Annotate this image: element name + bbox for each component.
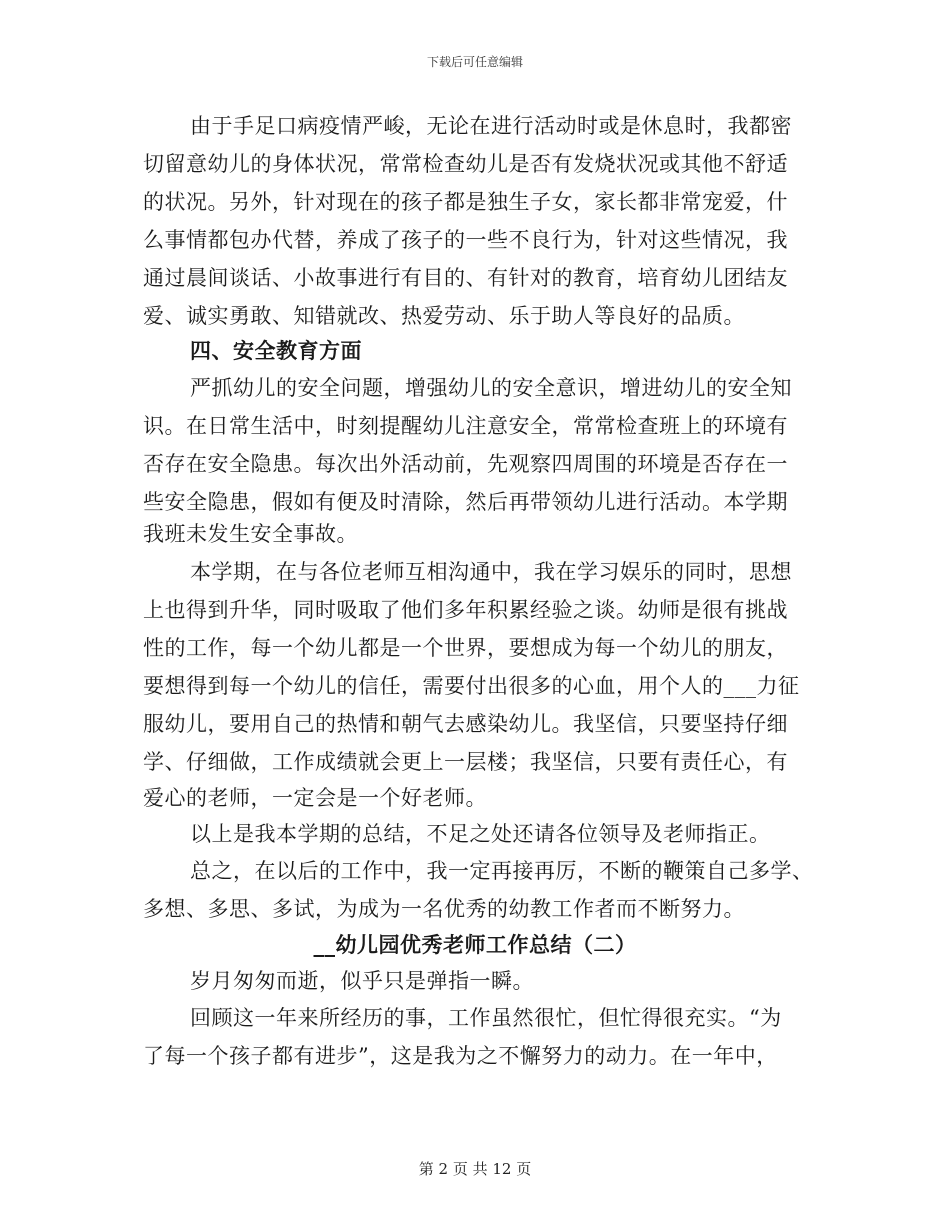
body-line: 严抓幼儿的安全问题，增强幼儿的安全意识，增进幼儿的安全知 — [190, 376, 792, 400]
body-line: 我班未发生安全事故。 — [143, 522, 358, 546]
document-title: __幼儿园优秀老师工作总结（二） — [313, 932, 637, 957]
page-footer: 第 2 页 共 12 页 — [418, 1160, 532, 1178]
body-line: 以上是我本学期的总结，不足之处还请各位领导及老师指正。 — [190, 822, 771, 846]
body-line: 服幼儿，要用自己的热情和朝气去感染幼儿。我坚信，只要坚持仔细 — [143, 712, 788, 736]
body-line: 爱、诚实勇敢、知错就改、热爱劳动、乐于助人等良好的品质。 — [143, 304, 745, 328]
body-line: 爱心的老师，一定会是一个好老师。 — [143, 786, 487, 810]
body-line: 切留意幼儿的身体状况，常常检查幼儿是否有发烧状况或其他不舒适 — [143, 152, 788, 176]
body-line: 上也得到升华，同时吸取了他们多年积累经验之谈。幼师是很有挑战 — [143, 598, 788, 622]
section-heading: 四、安全教育方面 — [190, 338, 362, 363]
body-line: 回顾这一年来所经历的事，工作虽然很忙，但忙得很充实。“为 — [190, 1006, 782, 1030]
body-line: 学、仔细做，工作成绩就会更上一层楼；我坚信，只要有责任心，有 — [143, 750, 788, 774]
body-line: 岁月匆匆而逝，似乎只是弹指一瞬。 — [190, 969, 534, 993]
body-line: 通过晨间谈话、小故事进行有目的、有针对的教育，培育幼儿团结友 — [143, 266, 788, 290]
body-line: 性的工作，每一个幼儿都是一个世界，要想成为每一个幼儿的朋友， — [143, 636, 788, 660]
body-line: 本学期，在与各位老师互相沟通中，我在学习娱乐的同时，思想 — [190, 560, 792, 584]
body-line: 了每一个孩子都有进步”，这是我为之不懈努力的动力。在一年中， — [143, 1044, 778, 1068]
body-line: 么事情都包办代替，养成了孩子的一些不良行为，针对这些情况，我 — [143, 228, 788, 252]
body-line: 些安全隐患，假如有便及时清除，然后再带领幼儿进行活动。本学期 — [143, 490, 788, 514]
body-line: 识。在日常生活中，时刻提醒幼儿注意安全，常常检查班上的环境有 — [143, 414, 788, 438]
body-line: 总之，在以后的工作中，我一定再接再厉，不断的鞭策自己多学、 — [190, 859, 814, 883]
body-line: 否存在安全隐患。每次出外活动前，先观察四周围的环境是否存在一 — [143, 452, 788, 476]
page-header: 下载后可任意编辑 — [426, 55, 523, 69]
body-line: 要想得到每一个幼儿的信任，需要付出很多的心血，用个人的___力征 — [143, 674, 800, 698]
body-line: 由于手足口病疫情严峻，无论在进行活动时或是休息时，我都密 — [190, 114, 792, 138]
body-line: 多想、多思、多试，为成为一名优秀的幼教工作者而不断努力。 — [143, 897, 745, 921]
body-line: 的状况。另外，针对现在的孩子都是独生子女，家长都非常宠爱，什 — [143, 190, 788, 214]
